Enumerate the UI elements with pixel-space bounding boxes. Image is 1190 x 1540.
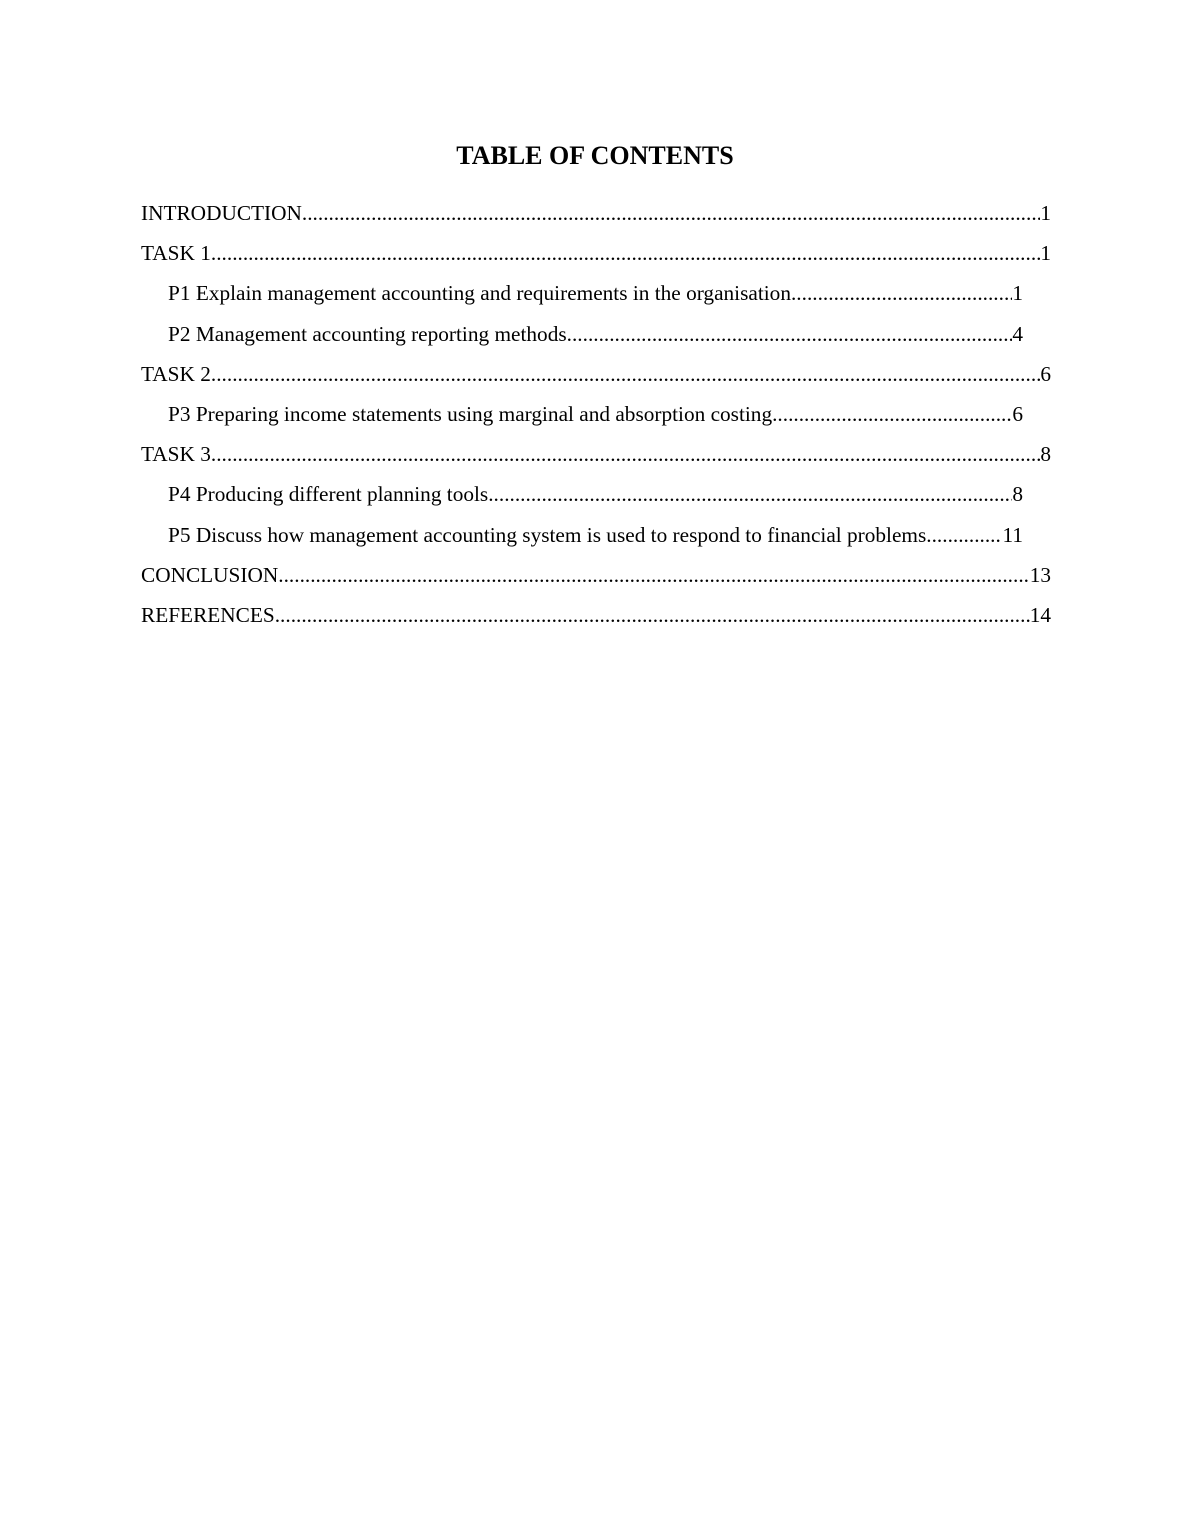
- toc-entry-introduction[interactable]: [141, 196, 1051, 236]
- toc-entry-page: 1: [1012, 281, 1023, 306]
- toc-entry-p3[interactable]: [168, 397, 1023, 437]
- toc-entry-text: REFERENCES: [141, 602, 275, 627]
- toc-entry-p2[interactable]: [168, 317, 1023, 357]
- toc-entry-p1[interactable]: [168, 276, 1023, 316]
- toc-entry-p4[interactable]: [168, 477, 1023, 517]
- toc-entry-text: P5 Discuss how management accounting system is used to respond to financial problems: [168, 522, 927, 547]
- toc-entry-text: INTRODUCTION: [141, 201, 302, 225]
- toc-entry-task-2[interactable]: [141, 357, 1051, 397]
- toc-dot-leader: [211, 437, 1040, 471]
- toc-entry-conclusion[interactable]: [141, 558, 1051, 598]
- toc-entry-text: P1 Explain management accounting and requirements in the organisation: [168, 281, 791, 306]
- toc-dot-leader: [772, 397, 1012, 431]
- toc-dot-leader: [302, 196, 1040, 230]
- toc-entry-text: P4 Producing different planning tools: [168, 482, 489, 507]
- toc-dot-leader: [567, 317, 1013, 351]
- toc-entry-text: CONCLUSION: [141, 562, 279, 587]
- toc-dot-leader: [791, 276, 1012, 310]
- toc-entry-p5[interactable]: [168, 518, 1023, 558]
- toc-entry-page: 1: [1040, 241, 1051, 266]
- toc-list: [141, 196, 1051, 638]
- toc-entry-page: 8: [1040, 442, 1051, 467]
- toc-entry-text: TASK 2: [141, 361, 211, 386]
- toc-dot-leader: [275, 598, 1030, 632]
- toc-entry-references[interactable]: [141, 598, 1051, 638]
- toc-entry-page: 1: [1040, 201, 1051, 225]
- toc-dot-leader: [926, 518, 1002, 552]
- toc-entry-page: 4: [1012, 321, 1023, 346]
- toc-dot-leader: [211, 357, 1040, 391]
- toc-entry-task-1[interactable]: [141, 236, 1051, 276]
- toc-entry-text: P3 Preparing income statements using marginal and absorption costing: [168, 401, 773, 426]
- toc-dot-leader: [278, 558, 1029, 592]
- toc-entry-page: 11: [1002, 522, 1023, 547]
- toc-entry-text: TASK 3: [141, 442, 211, 467]
- toc-entry-page: 14: [1029, 602, 1051, 627]
- toc-entry-page: 13: [1029, 562, 1051, 587]
- toc-entry-task-3[interactable]: [141, 437, 1051, 477]
- toc-dot-leader: [488, 477, 1012, 511]
- toc-entry-page: 6: [1012, 401, 1023, 426]
- toc-entry-page: 8: [1012, 482, 1023, 507]
- toc-entry-page: 6: [1040, 361, 1051, 386]
- page-title: TABLE OF CONTENTS: [456, 141, 734, 170]
- toc-dot-leader: [211, 236, 1040, 270]
- toc-entry-text: TASK 1: [141, 241, 211, 266]
- toc-entry-text: P2 Management accounting reporting methods: [168, 321, 567, 346]
